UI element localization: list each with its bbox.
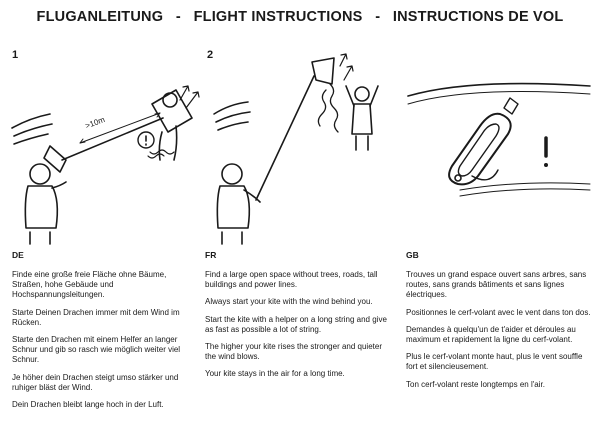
section-gb	[406, 250, 591, 397]
paragraph: Your kite stays in the air for a long time.	[205, 369, 345, 379]
paragraph: Starte den Drachen mit einem Helfer an langer Schnur und gib so rasch wie möglich weiter viel Schnur.	[12, 335, 181, 365]
section-lang-fr: FR	[205, 250, 217, 260]
wind-icon	[12, 114, 52, 144]
paragraph: Plus le cerf-volant monte haut, plus le vent souffle fort et silencieusement.	[406, 352, 583, 372]
carabiner-icon	[449, 114, 511, 185]
flyer-figure	[25, 164, 66, 244]
section-lang-de: DE	[12, 250, 24, 260]
paragraph: Dein Drachen bleibt lange hoch in der Luft.	[12, 400, 164, 410]
paragraph: The higher your kite rises the stronger and quieter the wind blows.	[205, 342, 382, 362]
paragraph: Je höher dein Drachen steigt umso stärker und ruhiger bläst der Wind.	[12, 372, 179, 392]
launch-with-helper-illustration	[12, 86, 199, 244]
paragraph: Finde eine große freie Fläche ohne Bäume, Straßen, hohe Gebäude und Hochspannungsleitungen.	[12, 270, 167, 300]
carabiner-illustration	[408, 84, 590, 196]
step-number-1: 1	[12, 49, 19, 61]
paragraph: Start the kite with a helper on a long string and give as fast as possible a lot of string.	[205, 314, 387, 334]
distance-label: >10m	[84, 115, 107, 131]
warning-icon	[142, 133, 150, 145]
paragraph: Ton cerf-volant reste longtemps en l'air.	[406, 379, 545, 389]
paragraph: Trouves un grand espace ouvert sans arbres, sans routes, sans grands bâtiments et sans lignes électriques.	[406, 270, 587, 300]
paragraph: Always start your kite with the wind behind you.	[205, 297, 373, 307]
paragraph: Demandes à quelqu'un de t'aider et déroules au maximum et rapidement la ligne du cerf-volant.	[406, 324, 576, 345]
kite-rising-illustration	[214, 54, 378, 244]
wind-icon	[214, 102, 250, 130]
helper-figure	[346, 86, 378, 150]
step-number-2: 2	[207, 49, 214, 61]
paragraph: Starte Deinen Drachen immer mit dem Wind im Rücken.	[12, 307, 180, 327]
section-de	[12, 250, 197, 417]
warning-icon	[541, 136, 551, 148]
section-fr	[205, 250, 390, 387]
page-title: FLUGANLEITUNG - FLIGHT INSTRUCTIONS - INSTRUCTIONS DE VOL	[36, 9, 564, 25]
paragraph: Positionnes le cerf-volant avec le vent dans ton dos.	[406, 307, 591, 317]
section-lang-gb: GB	[406, 250, 419, 260]
paragraph: Find a large open space without trees, roads, tall buildings and power lines.	[205, 270, 378, 290]
flyer-figure	[217, 164, 260, 244]
